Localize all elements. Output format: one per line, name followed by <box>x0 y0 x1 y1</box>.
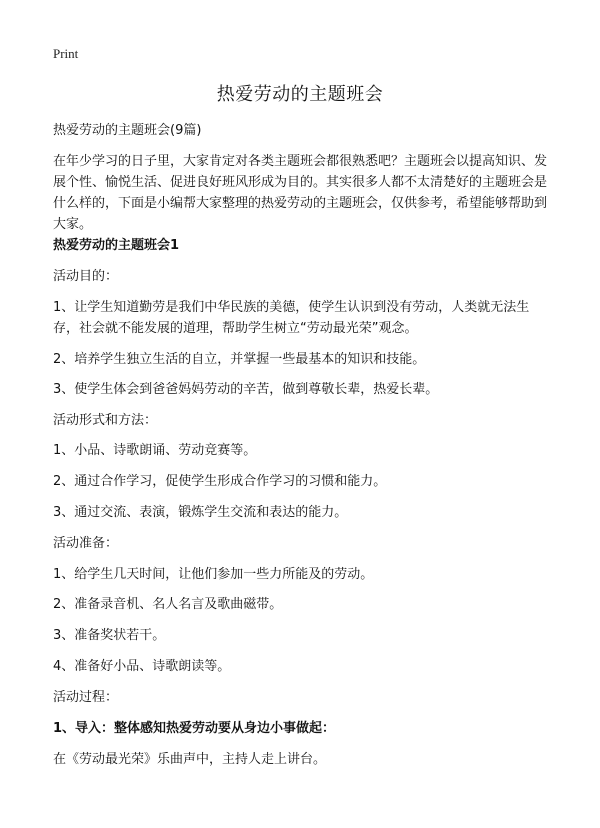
process-step-1-heading: 1、导入：整体感知热爱劳动要从身边小事做起： <box>53 721 336 736</box>
prep-item-3: 3、准备奖状若干。 <box>53 628 166 643</box>
form-item-3: 3、通过交流、表演，锻炼学生交流和表达的能力。 <box>53 505 348 520</box>
prep-heading: 活动准备： <box>53 536 119 551</box>
prep-item-2: 2、准备录音机、名人名言及歌曲磁带。 <box>53 597 283 612</box>
process-step-1-text: 在《劳动最光荣》乐曲声中，主持人走上讲台。 <box>53 752 327 767</box>
document-subtitle: 热爱劳动的主题班会(9篇) <box>53 123 202 138</box>
prep-item-4: 4、准备好小品、诗歌朗读等。 <box>53 659 231 674</box>
goal-item-3: 3、使学生体会到爸爸妈妈劳动的辛苦，做到尊敬长辈，热爱长辈。 <box>53 382 439 397</box>
print-link[interactable]: Print <box>53 46 79 61</box>
prep-item-1: 1、给学生几天时间，让他们参加一些力所能及的劳动。 <box>53 567 374 582</box>
goal-item-1: 1、让学生知道勤劳是我们中华民族的美德，使学生认识到没有劳动，人类就无法生存，社会就不能发展的道理，帮助学生树立“劳动最光荣”观念。 <box>53 300 530 336</box>
form-item-2: 2、通过合作学习，促使学生形成合作学习的习惯和能力。 <box>53 474 387 489</box>
goal-heading: 活动目的： <box>53 269 119 284</box>
goal-item-2: 2、培养学生独立生活的自立，并掌握一些最基本的知识和技能。 <box>53 352 426 367</box>
page-title: 热爱劳动的主题班会 <box>216 84 384 105</box>
intro-paragraph: 在年少学习的日子里，大家肯定对各类主题班会都很熟悉吧？主题班会以提高知识、发展个性、愉悦生活、促进良好班风形成为目的。其实很多人都不太清楚好的主题班会是什么样的，下面是小编帮大家整理的热爱劳动的主题班会，仅供参考，希望能够帮助到大家。 <box>53 154 548 232</box>
form-heading: 活动形式和方法： <box>53 413 158 428</box>
section-heading: 热爱劳动的主题班会1 <box>53 238 180 253</box>
process-heading: 活动过程： <box>53 690 119 705</box>
form-item-1: 1、小品、诗歌朗诵、劳动竞赛等。 <box>53 443 257 458</box>
